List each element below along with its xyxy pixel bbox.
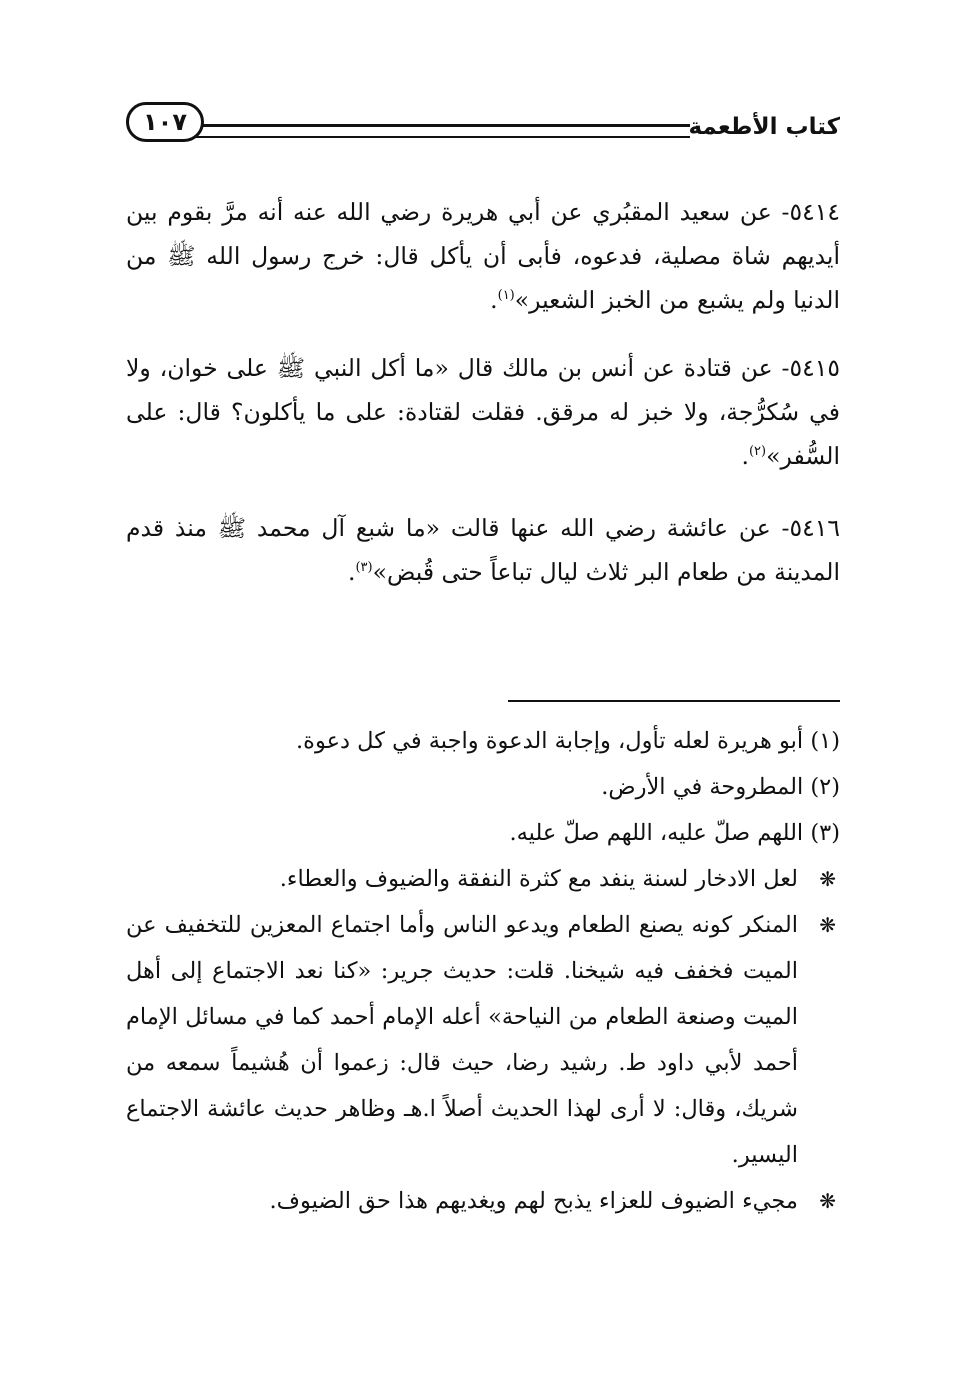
- asterism-icon: ❋: [819, 1189, 836, 1213]
- hadith-text: - عن قتادة عن أنس بن مالك قال «ما أكل النبي ﷺ على خوان، ولا في سُكرُّجة، ولا خبز له مرقق. فقلت لقتادة: على ما يأكلون؟ قال: على السُّفر»: [126, 354, 840, 470]
- note-3: [126, 1178, 840, 1224]
- footnotes-section: [126, 718, 840, 1224]
- note-2: [126, 902, 840, 1178]
- footnote-1: (١) أبو هريرة لعله تأول، وإجابة الدعوة واجبة في كل دعوة.: [296, 728, 840, 754]
- footnote-ref: (١): [497, 288, 515, 304]
- note-text: لعل الادخار لسنة ينفد مع كثرة النفقة والضيوف والعطاء.: [279, 866, 798, 892]
- hadith-5416: [126, 506, 840, 594]
- asterism-icon: ❋: [819, 913, 836, 937]
- asterism-icon: ❋: [819, 867, 836, 891]
- footnote-2: (٢) المطروحة في الأرض.: [601, 774, 840, 800]
- hadith-end: .: [741, 442, 749, 470]
- footnote-3: (٣) اللهم صلّ عليه، اللهم صلّ عليه.: [509, 820, 840, 846]
- note-text: مجيء الضيوف للعزاء يذبح لهم ويغديهم هذا حق الضيوف.: [269, 1188, 798, 1214]
- hadith-text: - عن عائشة رضي الله عنها قالت «ما شبع آل محمد ﷺ منذ قدم المدينة من طعام البر ثلاث ليال تباعاً حتى قُبض»: [126, 514, 840, 586]
- note-1: [126, 856, 840, 902]
- hadith-number: ٥٤١٤: [789, 198, 840, 226]
- header-rule: [186, 124, 690, 138]
- footnote-separator: [508, 700, 840, 702]
- hadith-5415: [126, 346, 840, 478]
- chapter-title: كتاب الأطعمة: [688, 114, 840, 140]
- footnote-ref: (٢): [748, 444, 767, 460]
- hadith-5414: [126, 190, 840, 322]
- hadith-number: ٥٤١٦: [789, 514, 840, 542]
- footnote-ref: (٣): [355, 560, 373, 576]
- hadith-number: ٥٤١٥: [789, 354, 840, 382]
- hadith-end: .: [347, 558, 356, 586]
- page-number: ١٠٧: [126, 102, 204, 142]
- hadith-text: - عن سعيد المقبُري عن أبي هريرة رضي الله عنه أنه مرَّ بقوم بين أيديهم شاة مصلية، فدعوه، فأبى أن يأكل قال: خرج رسول الله ﷺ من الدنيا ولم يشبع من الخبز الشعير»: [126, 198, 840, 314]
- hadith-end: .: [490, 286, 498, 314]
- running-header: [126, 98, 840, 154]
- note-text: المنكر كونه يصنع الطعام ويدعو الناس وأما اجتماع المعزين للتخفيف عن الميت فخفف فيه شيخنا. قلت: حديث جرير: «كنا نعد الاجتماع إلى أهل الميت وصنعة الطعام من النياحة» أعله الإمام أحمد كما في مسائل الإمام أحمد لأبي داود ط. رشيد رضا، حيث قال: زعموا أن هُشيماً سمعه من شريك، وقال: لا أرى لهذا الحديث أصلاً ا.هـ وظاهر حديث عائشة الاجتماع اليسير.: [126, 912, 798, 1168]
